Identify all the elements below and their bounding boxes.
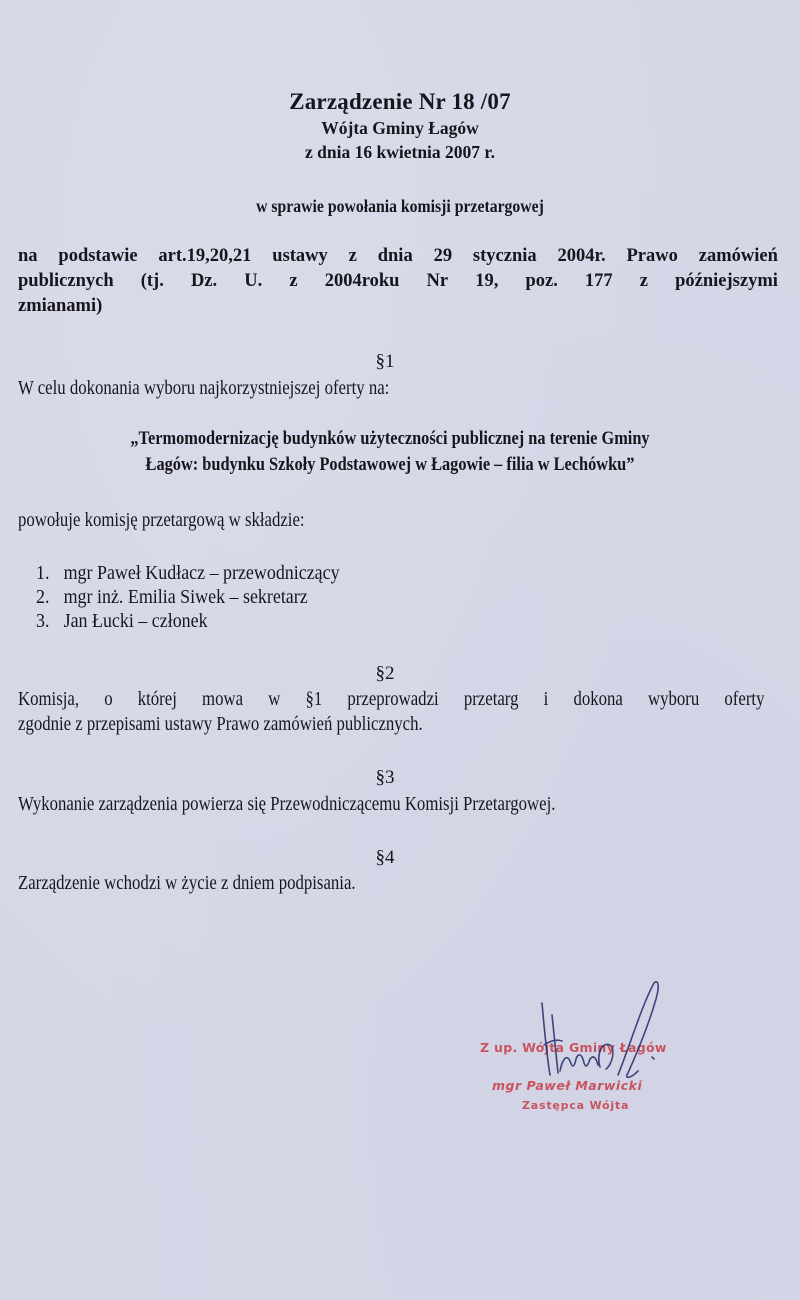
section-2-word: przetarg: [463, 689, 519, 710]
section-2-word: przeprowadzi: [347, 689, 439, 710]
stamp-signatory-name: mgr Paweł Marwicki: [492, 1078, 643, 1093]
section-1-intro: W celu dokonania wyboru najkorzystniejszej oferty na:: [18, 378, 390, 399]
section-2-word: Komisja,: [18, 689, 80, 710]
legal-basis-word: podstawie: [58, 246, 138, 266]
tender-title-line-2: Łagów: budynku Szkoły Podstawowej w Łagowie – filia w Lechówku”: [145, 454, 635, 475]
section-2-line-2: zgodnie z przepisami ustawy Prawo zamówień publicznych.: [18, 714, 423, 735]
legal-basis-word: poz.: [525, 271, 558, 291]
legal-basis-word: 2004r.: [557, 246, 606, 266]
signature-stroke: [599, 1044, 613, 1069]
legal-basis-word: (tj.: [140, 271, 164, 291]
legal-basis-word: zamówień: [698, 246, 778, 266]
member-text: mgr Paweł Kudłacz – przewodniczący: [63, 563, 340, 584]
legal-basis: [18, 244, 778, 319]
legal-basis-word: 2004roku: [324, 271, 400, 291]
legal-basis-word: z: [348, 246, 357, 266]
section-1-mark: §1: [375, 351, 395, 372]
document-subject: w sprawie powołania komisji przetargowej: [256, 196, 544, 216]
member-number: 3.: [36, 611, 50, 632]
legal-basis-line-3: zmianami): [18, 296, 103, 316]
document-issuer: Wójta Gminy Łagów: [321, 118, 479, 138]
signature-stroke: [542, 1003, 550, 1075]
section-3-mark: §3: [375, 767, 395, 788]
handwritten-signature: [530, 975, 700, 1085]
legal-basis-word: publicznych: [18, 271, 114, 291]
committee-appointment: powołuje komisję przetargową w składzie:: [18, 510, 305, 531]
legal-basis-word: Nr: [426, 271, 449, 291]
section-2-word: §1: [305, 689, 323, 710]
legal-basis-word: Dz.: [190, 271, 218, 291]
document-date: z dnia 16 kwietnia 2007 r.: [305, 142, 495, 162]
section-4-mark: §4: [375, 847, 395, 868]
legal-basis-word: 177: [584, 271, 613, 291]
legal-basis-word: dnia: [377, 246, 413, 266]
section-2-word: mowa: [202, 689, 244, 710]
section-2-word: oferty: [724, 689, 765, 710]
signature-stroke: [618, 982, 658, 1077]
section-2-word: której: [137, 689, 177, 710]
stamp-authorization: Z up. Wójta Gminy Łagów: [480, 1040, 667, 1055]
section-4-text: Zarządzenie wchodzi w życie z dniem podpisania.: [18, 873, 356, 894]
section-2-word: dokona: [573, 689, 623, 710]
legal-basis-word: 19,: [475, 271, 499, 291]
document-title: Zarządzenie Nr 18 /07: [289, 89, 511, 114]
section-2-line-1: [18, 689, 764, 711]
legal-basis-line-2: [18, 269, 778, 294]
tender-title-line-1: „Termomodernizację budynków użyteczności publicznej na terenie Gminy: [130, 428, 650, 449]
legal-basis-word: ustawy: [272, 246, 328, 266]
section-3-text: Wykonanie zarządzenia powierza się Przewodniczącemu Komisji Przetargowej.: [18, 794, 556, 815]
legal-basis-word: późniejszymi: [675, 271, 778, 291]
legal-basis-line-1: [18, 244, 778, 269]
legal-basis-word: art.19,20,21: [158, 246, 252, 266]
signature-stroke: [652, 1057, 654, 1059]
committee-member: [36, 610, 340, 634]
legal-basis-word: z: [289, 271, 298, 291]
legal-basis-word: 29: [433, 246, 453, 266]
section-2-word: o: [104, 689, 113, 710]
section-2-mark: §2: [375, 663, 395, 684]
section-2-word: wyboru: [648, 689, 700, 710]
legal-basis-word: stycznia: [472, 246, 537, 266]
section-2-word: w: [268, 689, 281, 710]
member-text: mgr inż. Emilia Siwek – sekretarz: [63, 587, 308, 608]
committee-member: [36, 562, 340, 586]
legal-basis-word: z: [639, 271, 648, 291]
signature-stroke: [552, 1015, 558, 1073]
stamp-signatory-role: Zastępca Wójta: [522, 1099, 630, 1112]
legal-basis-word: Prawo: [626, 246, 678, 266]
section-2-word: i: [543, 689, 549, 710]
member-number: 1.: [36, 563, 50, 584]
legal-basis-word: U.: [244, 271, 263, 291]
member-text: Jan Łucki – członek: [63, 611, 208, 632]
committee-member: [36, 586, 340, 610]
member-number: 2.: [36, 587, 50, 608]
legal-basis-word: na: [18, 246, 38, 266]
committee-members-list: [36, 562, 340, 634]
signature-stroke: [560, 1055, 598, 1071]
